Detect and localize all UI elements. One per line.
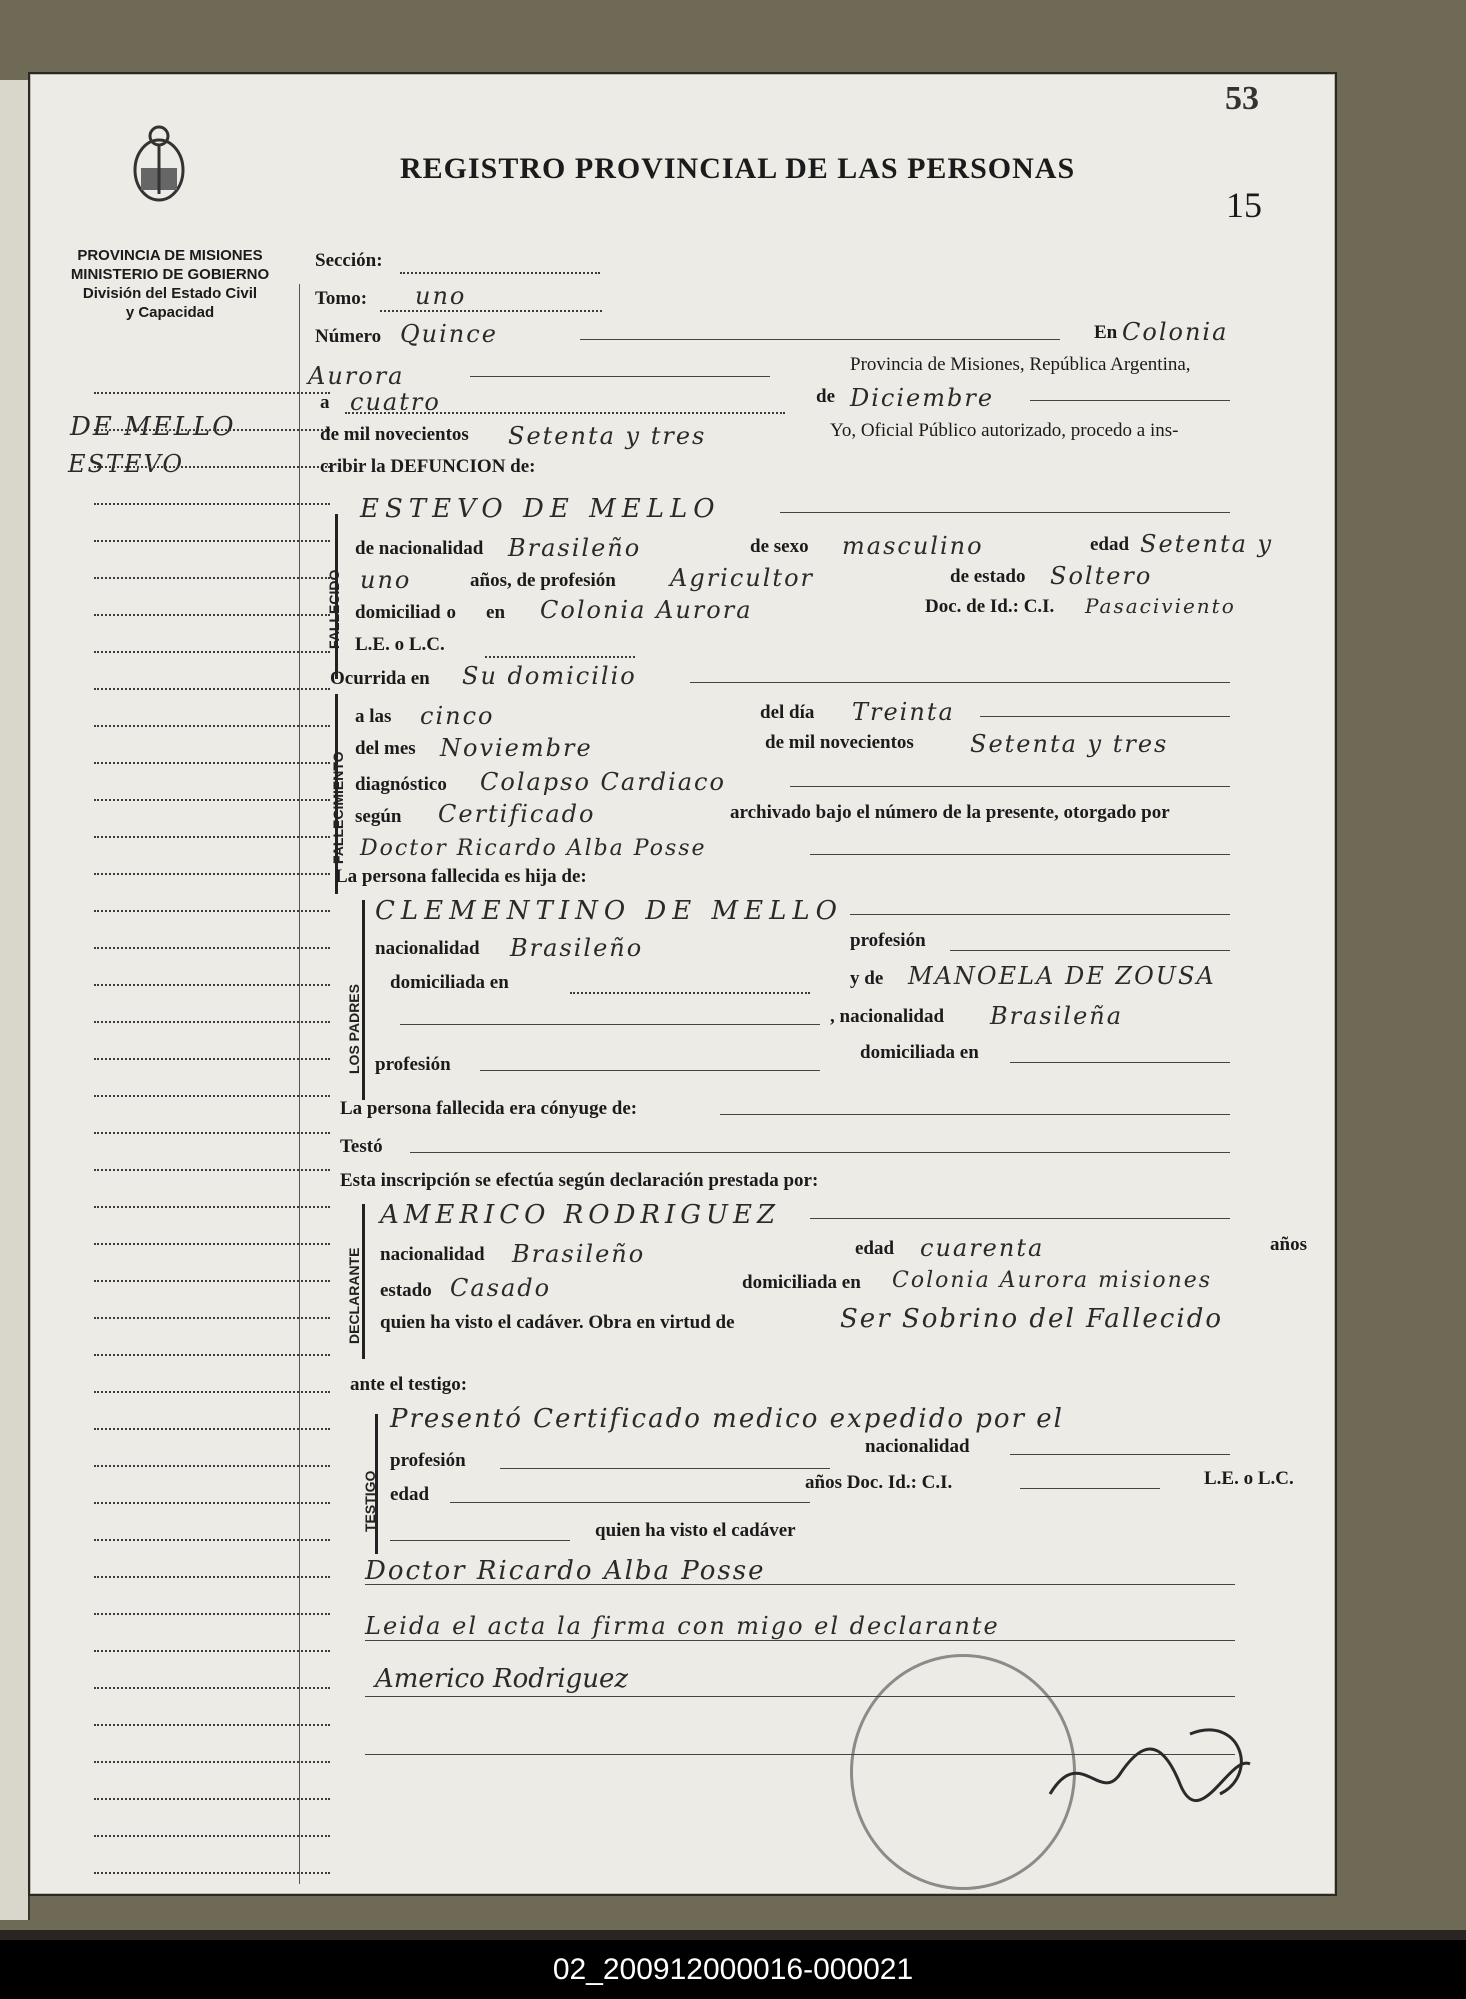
ministry-header: [50, 246, 290, 322]
numero-value: Quince: [400, 320, 498, 348]
de-label: de: [816, 386, 835, 407]
seccion-line: [400, 272, 600, 274]
margin-rule-line: [94, 392, 330, 394]
anio-fall-value: Setenta y tres: [970, 730, 1169, 758]
le-line: [485, 656, 635, 658]
testigo-nac-label: nacionalidad: [865, 1436, 970, 1457]
le-label: L.E. o L.C.: [355, 634, 445, 655]
testigo-quien-label: quien ha visto el cadáver: [595, 1520, 796, 1541]
closing-line-1: [365, 1584, 1235, 1585]
diagnostico-label: diagnóstico: [355, 774, 447, 795]
margin-rule-line: [94, 1280, 330, 1282]
del-dia-label: del día: [760, 702, 815, 723]
declarante-side-label: DECLARANTE: [346, 1247, 362, 1344]
margin-rule-line: [94, 1465, 330, 1467]
padres-bracket: [362, 900, 365, 1100]
ministry-name: MINISTERIO DE GOBIERNO: [70, 266, 270, 283]
deceased-name: ESTEVO DE MELLO: [360, 494, 721, 524]
de-mil-label: de mil novecientos: [320, 424, 469, 445]
testigo-edad-line: [450, 1502, 810, 1503]
mes-value: Diciembre: [850, 384, 995, 412]
conyuge-line: [720, 1114, 1230, 1115]
previous-page-edge: [0, 80, 30, 1920]
decl-edad-label: edad: [855, 1238, 895, 1259]
margin-rule-line: [94, 1502, 330, 1504]
province-text: Provincia de Misiones, República Argentina,: [850, 354, 1191, 375]
hora-value: cinco: [420, 702, 495, 730]
anio-value: Setenta y tres: [508, 422, 707, 450]
margin-rule-line: [94, 762, 330, 764]
margin-rule-line: [94, 1872, 330, 1874]
division-name-2: y Capacidad: [125, 304, 215, 321]
declarante-name: AMERICO RODRIGUEZ: [380, 1200, 781, 1230]
margin-rule-line: [94, 1058, 330, 1060]
padre-nac-value: Brasileño: [510, 934, 644, 962]
margin-surname: DE MELLO: [70, 412, 236, 442]
en-label: En: [1094, 322, 1118, 343]
inscripcion-text: Esta inscripción se efectúa según declaración prestada por:: [340, 1170, 819, 1191]
margin-rule-line: [94, 1169, 330, 1171]
decl-nac-label: nacionalidad: [380, 1244, 485, 1265]
madre-prof-line: [480, 1070, 820, 1071]
a-las-label: a las: [355, 706, 392, 727]
margin-rule-line: [94, 1021, 330, 1023]
decl-dom-label: domiciliada en: [742, 1272, 861, 1293]
fallecimiento-side-label: FALLECIMIENTO: [330, 751, 346, 864]
ocurrida-label: Ocurrida en: [330, 668, 430, 689]
doc-label: Doc. de Id.: C.I.: [925, 596, 1055, 617]
closing-line-2: [365, 1640, 1235, 1641]
register-page: [28, 72, 1337, 1896]
edad-value-2: uno: [360, 566, 412, 594]
declarante-bracket: [362, 1204, 365, 1359]
margin-given-name: ESTEVO: [68, 450, 185, 478]
de-mil-label-2: de mil novecientos: [765, 732, 914, 753]
margin-rule-line: [94, 1354, 330, 1356]
margin-rule-line: [94, 725, 330, 727]
padre-prof-line: [950, 950, 1230, 951]
mes-line: [1030, 400, 1230, 401]
sexo-value: masculino: [842, 532, 984, 560]
sexo-label: de sexo: [750, 536, 809, 557]
fallecido-side-label: FALLECIDO: [326, 569, 342, 649]
ocurrida-value: Su domicilio: [462, 662, 637, 690]
margin-rule-line: [94, 1317, 330, 1319]
margin-rule-line: [94, 503, 330, 505]
margin-rule-line: [94, 466, 330, 468]
declarant-signature: Americo Rodriguez: [375, 1664, 629, 1694]
image-caption: 02_200912000016-000021: [0, 1940, 1466, 1999]
y-de-label: y de: [850, 968, 884, 989]
del-mes-label: del mes: [355, 738, 416, 759]
father-line: [850, 914, 1230, 915]
margin-rule-line: [94, 1132, 330, 1134]
oficial-text: Yo, Oficial Público autorizado, procedo a ins-: [830, 420, 1179, 441]
coat-of-arms-icon: [128, 124, 190, 206]
tomo-value: uno: [415, 282, 467, 310]
page-title: REGISTRO PROVINCIAL DE LAS PERSONAS: [400, 152, 1076, 185]
ante-testigo-label: ante el testigo:: [350, 1374, 468, 1395]
edad-value: Setenta y: [1140, 530, 1274, 558]
father-name: CLEMENTINO DE MELLO: [375, 896, 843, 926]
padre-dom-label: domiciliada en: [390, 972, 509, 993]
margin-rule-line: [94, 1798, 330, 1800]
nacionalidad-label: de nacionalidad: [355, 538, 484, 559]
margin-rule-line: [94, 1724, 330, 1726]
margin-rule-line: [94, 540, 330, 542]
a-label: a: [320, 392, 330, 413]
declarante-line: [810, 1218, 1230, 1219]
madre-dom-label: domiciliada en: [860, 1042, 979, 1063]
madre-nac-label: , nacionalidad: [830, 1006, 945, 1027]
mes-fall-value: Noviembre: [440, 734, 593, 762]
padre-dom-line: [570, 992, 810, 994]
mother-name: MANOELA DE ZOUSA: [908, 962, 1216, 990]
margin-rule-line: [94, 947, 330, 949]
testigo-nac-line: [1010, 1454, 1230, 1455]
margin-rule-line: [94, 1576, 330, 1578]
margin-rule-line: [94, 984, 330, 986]
estado-label: de estado: [950, 566, 1026, 587]
en-value: Colonia: [1122, 318, 1229, 346]
margin-rule-line: [94, 1243, 330, 1245]
margin-divider: [299, 284, 300, 1884]
officer-signature: [1040, 1714, 1270, 1824]
tomo-label: Tomo:: [315, 288, 368, 309]
medico-value: Doctor Ricardo Alba Posse: [360, 836, 707, 861]
estado-value: Soltero: [1050, 562, 1153, 590]
margin-rule-line: [94, 614, 330, 616]
margin-rule-line: [94, 799, 330, 801]
deceased-line: [780, 512, 1230, 513]
page-number-stamp: 53: [1225, 80, 1259, 117]
numero-line: [580, 339, 1060, 340]
testigo-doc-label: años Doc. Id.: C.I.: [805, 1472, 953, 1493]
numero-label: Número: [315, 326, 382, 347]
dia-fall-line: [980, 716, 1230, 717]
madre-line: [400, 1024, 820, 1025]
decl-edad-value: cuarenta: [920, 1234, 1045, 1262]
conyuge-label: La persona fallecida era cónyuge de:: [340, 1098, 638, 1119]
margin-rule-line: [94, 429, 330, 431]
margin-rule-line: [94, 577, 330, 579]
tomo-line: [380, 310, 602, 312]
closing-leida: Leida el acta la firma con migo el declarante: [365, 1612, 1000, 1640]
decl-anos-label: años: [1270, 1234, 1307, 1255]
margin-rule-line: [94, 873, 330, 875]
madre-nac-value: Brasileña: [990, 1002, 1124, 1030]
dia-line: [345, 412, 785, 414]
testigo-side-label: TESTIGO: [362, 1470, 378, 1532]
margin-rule-line: [94, 910, 330, 912]
margin-rule-line: [94, 1206, 330, 1208]
dia-value: cuatro: [350, 388, 441, 416]
margin-rule-line: [94, 1391, 330, 1393]
testigo-quien-line: [390, 1540, 570, 1541]
margin-rule-line: [94, 836, 330, 838]
segun-label: según: [355, 806, 402, 827]
archivado-text: archivado bajo el número de la presente, otorgado por: [730, 802, 1170, 823]
dia-fall-value: Treinta: [852, 698, 955, 726]
locality-line: [470, 376, 770, 377]
decl-estado-value: Casado: [450, 1274, 552, 1302]
seccion-label: Sección:: [315, 250, 383, 271]
province-name: PROVINCIA DE MISIONES: [77, 247, 263, 264]
margin-rule-line: [94, 1095, 330, 1097]
madre-dom-line: [1010, 1062, 1230, 1063]
domicilio-value: Colonia Aurora: [540, 596, 753, 624]
testigo-doc-line: [1020, 1488, 1160, 1489]
margin-rule-line: [94, 1761, 330, 1763]
testo-line: [410, 1152, 1230, 1153]
ocurrida-line: [690, 682, 1230, 683]
profesion-label: años, de profesión: [470, 570, 616, 591]
nacionalidad-value: Brasileño: [508, 534, 642, 562]
medico-line: [810, 854, 1230, 855]
decl-dom-value: Colonia Aurora misiones: [892, 1268, 1213, 1293]
margin-rule-line: [94, 1539, 330, 1541]
decl-nac-value: Brasileño: [512, 1240, 646, 1268]
testo-label: Testó: [340, 1136, 383, 1157]
segun-value: Certificado: [438, 800, 596, 828]
division-name: División del Estado Civil: [82, 285, 258, 302]
domicilio-label: domiciliad o en: [355, 602, 506, 623]
padres-side-label: LOS PADRES: [346, 984, 362, 1074]
margin-rule-line: [94, 1835, 330, 1837]
testigo-prof-line: [500, 1468, 830, 1469]
decl-estado-label: estado: [380, 1280, 432, 1301]
edad-label: edad: [1090, 534, 1130, 555]
padre-prof-label: profesión: [850, 930, 926, 951]
testigo-le-label: L.E. o L.C.: [1204, 1468, 1294, 1489]
diagnostico-value: Colapso Cardiaco: [480, 768, 726, 796]
doc-value: Pasaciviento: [1085, 594, 1236, 618]
closing-doctor: Doctor Ricardo Alba Posse: [365, 1556, 766, 1586]
folio-number: 15: [1226, 185, 1262, 225]
margin-rule-line: [94, 688, 330, 690]
margin-rule-line: [94, 1687, 330, 1689]
madre-prof-label: profesión: [375, 1054, 451, 1075]
margin-rule-line: [94, 1428, 330, 1430]
decl-virtud-value: Ser Sobrino del Fallecido: [840, 1304, 1223, 1334]
padre-nac-label: nacionalidad: [375, 938, 480, 959]
margin-rule-line: [94, 1613, 330, 1615]
locality-value: Aurora: [308, 362, 405, 390]
margin-rule-line: [94, 651, 330, 653]
testigo-prof-label: profesión: [390, 1450, 466, 1471]
closing-line-3: [365, 1696, 1235, 1697]
profesion-value: Agricultor: [670, 564, 814, 592]
diagnostico-line: [790, 786, 1230, 787]
margin-rule-line: [94, 1650, 330, 1652]
testigo-edad-label: edad: [390, 1484, 430, 1505]
hija-label: La persona fallecida es hija de:: [335, 866, 587, 887]
decl-quien-label: quien ha visto el cadáver. Obra en virtud de: [380, 1312, 735, 1333]
testigo-value: Presentó Certificado medico expedido por el: [390, 1404, 1064, 1434]
cribir-text: cribir la DEFUNCION de:: [320, 456, 536, 477]
